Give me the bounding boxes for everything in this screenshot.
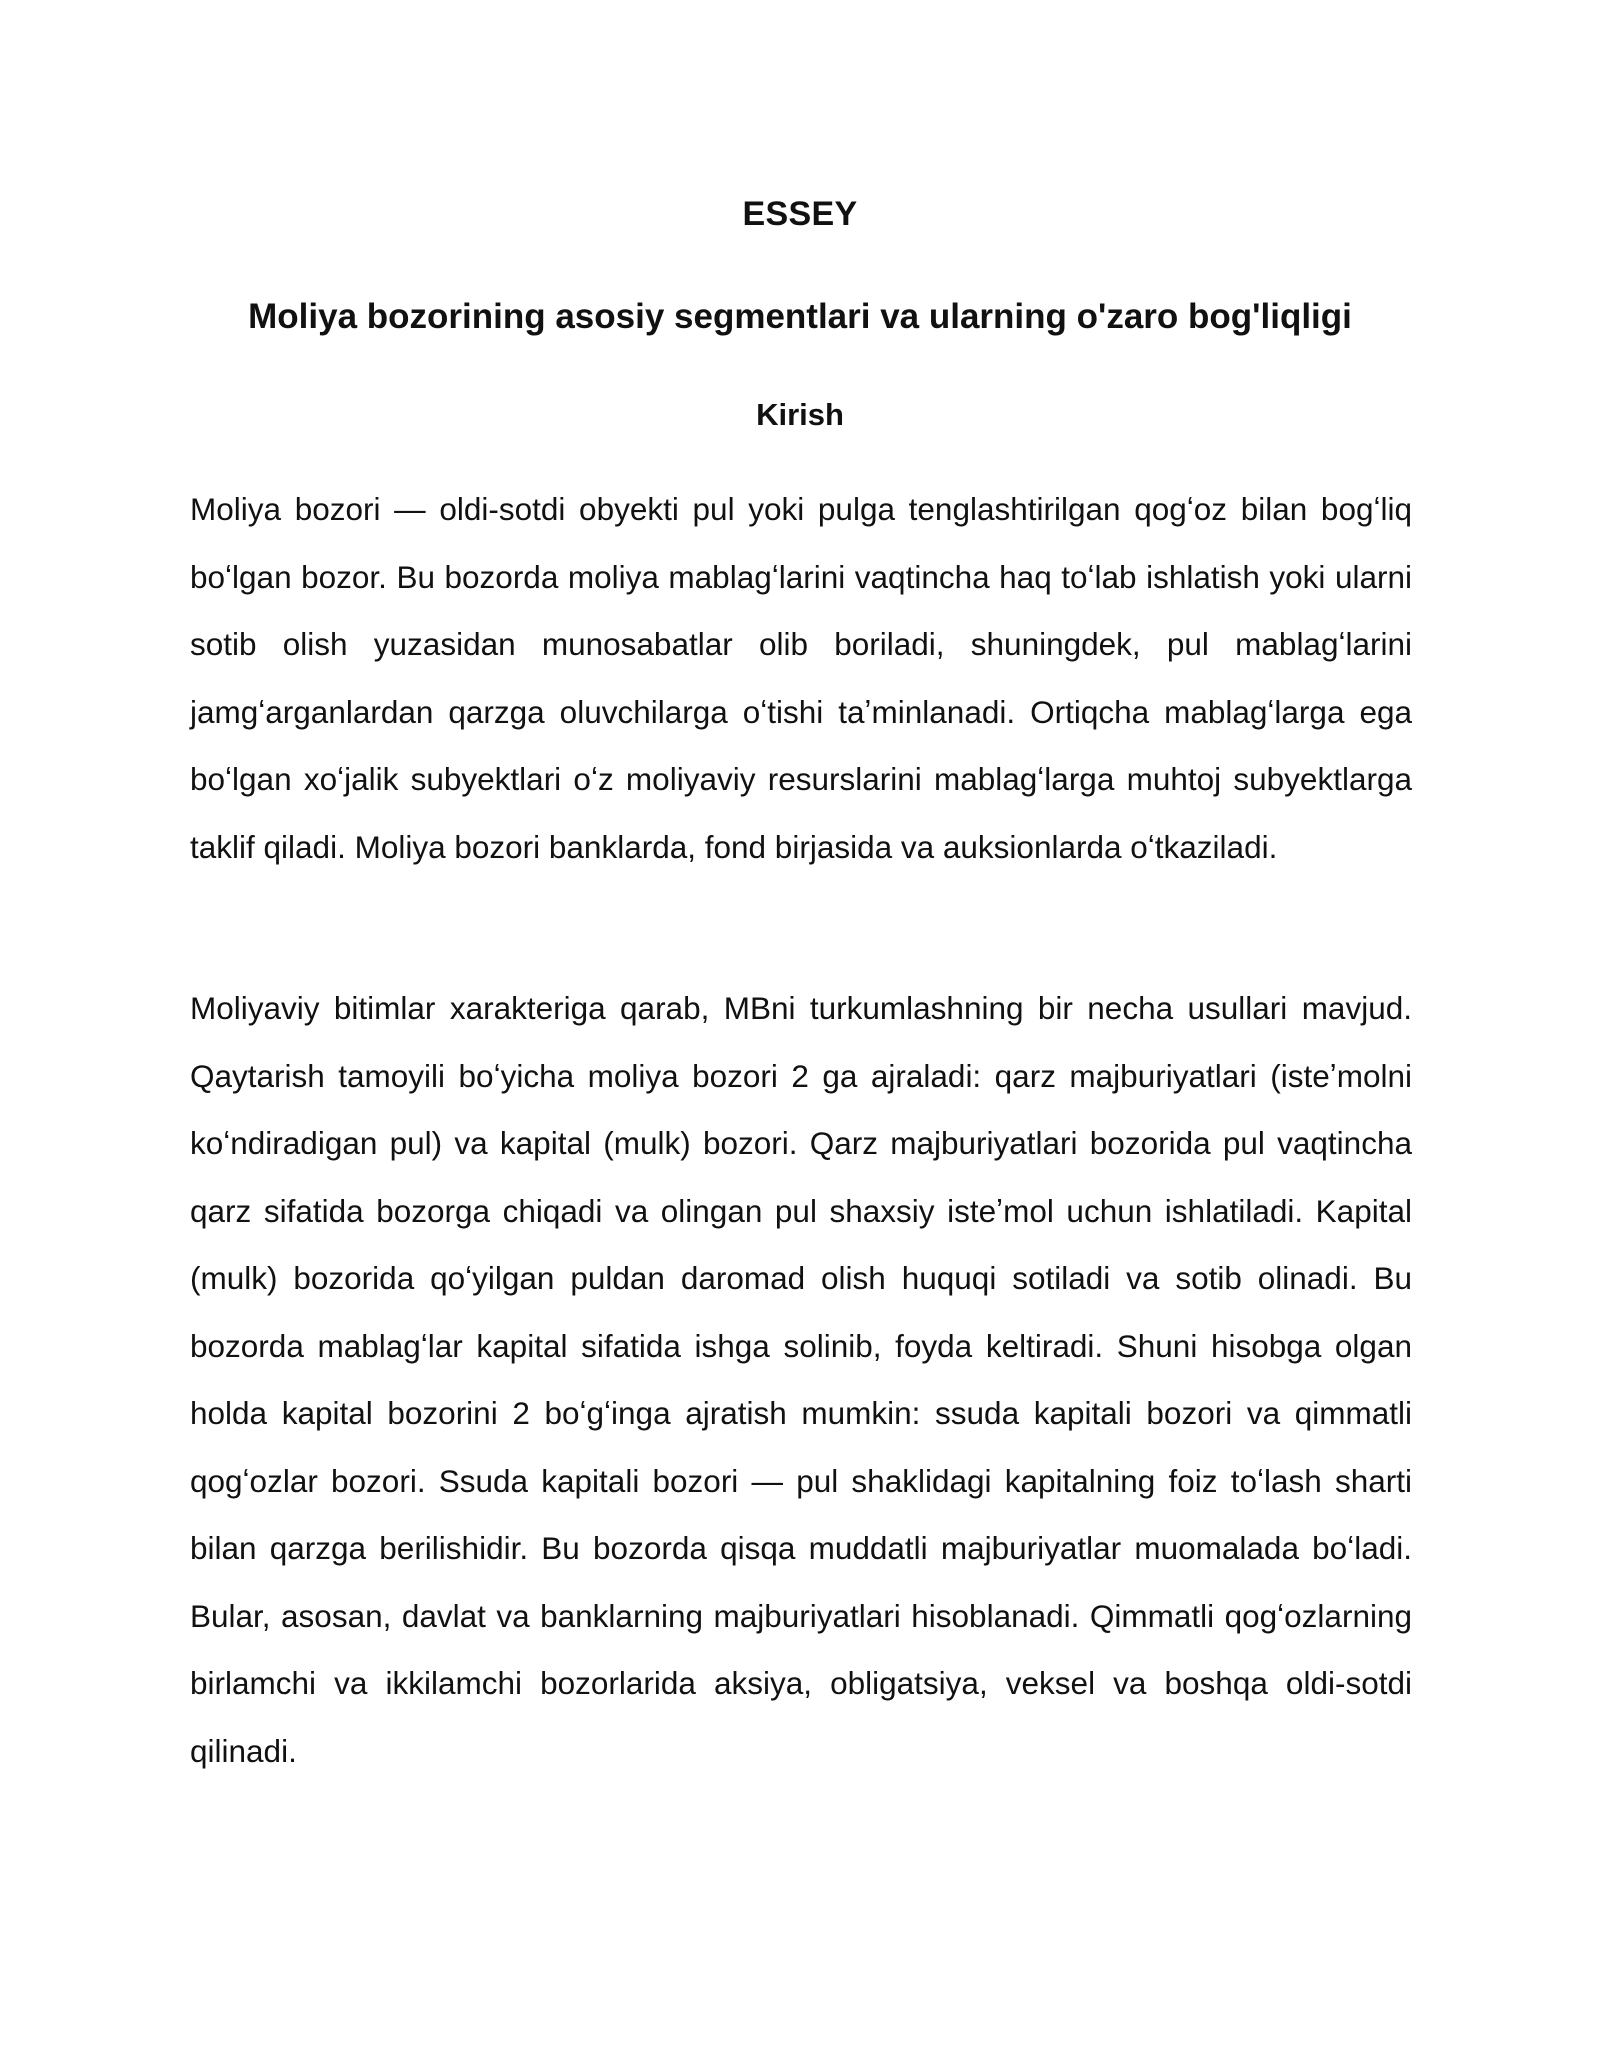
essay-title: Moliya bozorining asosiy segmentlari va ularning o'zaro bog'liqligi [248, 297, 1352, 336]
body-paragraph-1: Moliya bozori — oldi-sotdi obyekti pul yoki pulga tenglashtirilgan qogʻoz bilan bogʻliq boʻlgan bozor. Bu bozorda moliya mablagʻlarini vaqtincha haq toʻlab ishlatish yoki ularni sotib olish yuzasidan munosabatlar olib boriladi, shuningdek, pul mablagʻlarini jamgʻarganlardan qarzga oluvchilarga oʻtishi taʼminlanadi. Ortiqcha mablagʻlarga ega boʻlgan xoʻjalik subyektlari oʻz moliyaviy resurslarini mablagʻlarga muhtoj subyektlarga taklif qiladi. Moliya bozori banklarda, fond birjasida va auksionlarda oʻtkaziladi. [190, 491, 1412, 865]
essay-label: ESSEY [742, 195, 858, 233]
body-paragraph-2: Moliyaviy bitimlar xarakteriga qarab, MBni turkumlashning bir necha usullari mavjud. Qaytarish tamoyili boʻyicha moliya bozori 2 ga ajraladi: qarz majburiyatlari (isteʼmolni koʻndiradigan pul) va kapital (mulk) bozori. Qarz majburiyatlari bozorida pul vaqtincha qarz sifatida bozorga chiqadi va olingan pul shaxsiy isteʼmol uchun ishlatiladi. Kapital (mulk) bozorida qoʻyilgan puldan daromad olish huquqi sotiladi va sotib olinadi. Bu bozorda mablagʻlar kapital sifatida ishga solinib, foyda keltiradi. Shuni hisobga olgan holda kapital bozorini 2 boʻgʻinga ajratish mumkin: ssuda kapitali bozori va qimmatli qogʻozlar bozori. Ssuda kapitali bozori — pul shaklidagi kapitalning foiz toʻlash sharti bilan qarzga berilishidir. Bu bozorda qisqa muddatli majburiyatlar muomalada boʻladi. Bular, asosan, davlat va banklarning majburiyatlari hisoblanadi. Qimmatli qogʻozlarning birlamchi va ikkilamchi bozorlarida aksiya, obligatsiya, veksel va boshqa oldi-sotdi qilinadi. [190, 990, 1412, 1769]
section-heading: Kirish [756, 397, 844, 432]
